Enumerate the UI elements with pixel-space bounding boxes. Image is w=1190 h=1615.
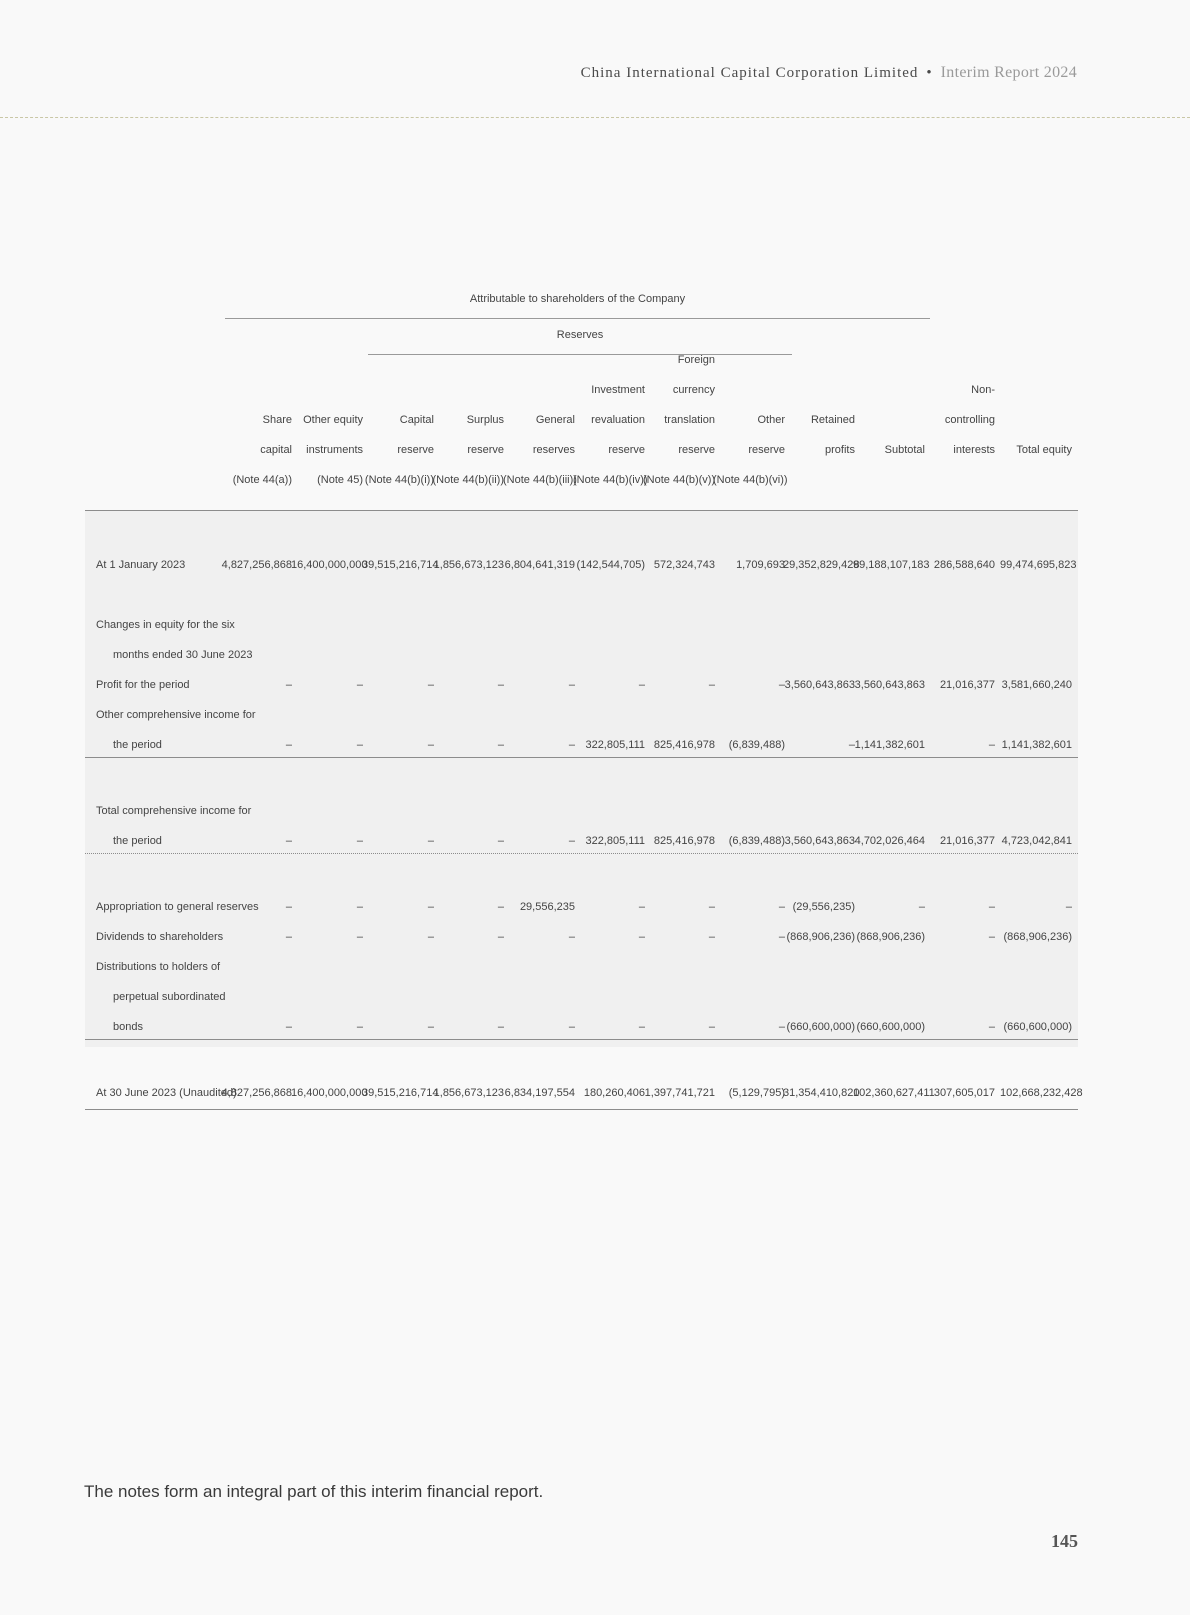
row-opening-balance [85, 550, 1078, 580]
column-header: reserves [532, 444, 575, 456]
row-label: Dividends to shareholders [96, 931, 224, 943]
cell-value: (6,839,488) [728, 739, 785, 751]
cell-value: 102,668,232,428 [1000, 1087, 1083, 1099]
column-header: profits [825, 444, 855, 456]
cell-value: – [427, 901, 434, 913]
cell-value: – [285, 931, 292, 943]
header-separator: • [926, 65, 933, 81]
column-header: interests [953, 444, 995, 456]
cell-value: 825,416,978 [653, 835, 715, 847]
row-oci-line1 [85, 700, 1078, 730]
cell-value: 4,827,256,868 [221, 1087, 292, 1099]
cell-value: – [708, 679, 715, 691]
column-header: (Note 44(b)(ii)) [432, 474, 504, 486]
cell-value: 6,804,641,319 [504, 559, 575, 571]
column-header: Non- [971, 384, 995, 396]
row-label: the period [113, 835, 162, 847]
cell-value: – [568, 931, 575, 943]
cell-value: – [497, 835, 504, 847]
cell-value: 4,723,042,841 [1001, 835, 1072, 847]
cell-value: – [918, 901, 925, 913]
cell-value: 1,141,382,601 [854, 739, 925, 751]
cell-value: – [285, 835, 292, 847]
column-header: Investment [591, 384, 645, 396]
column-header: (Note 44(b)(v)) [643, 474, 716, 486]
cell-value: (660,600,000) [856, 1021, 925, 1033]
cell-value: 322,805,111 [585, 835, 645, 847]
cell-value: – [638, 901, 645, 913]
column-header: reserve [467, 444, 504, 456]
cell-value: – [638, 931, 645, 943]
cell-value: – [638, 1021, 645, 1033]
column-header: capital [260, 444, 292, 456]
cell-value: – [708, 931, 715, 943]
cell-value: – [427, 739, 434, 751]
row-label: perpetual subordinated [113, 991, 226, 1003]
rule-after-total-ci [85, 853, 1078, 854]
rule-before-total-ci [85, 757, 1078, 758]
column-header: Surplus [466, 414, 504, 426]
cell-value: – [497, 679, 504, 691]
cell-value: – [285, 1021, 292, 1033]
column-header: reserve [397, 444, 434, 456]
cell-value: (868,906,236) [856, 931, 925, 943]
cell-value: – [356, 1021, 363, 1033]
cell-value: 29,352,829,428 [783, 559, 860, 571]
column-header: reserve [608, 444, 645, 456]
cell-value: – [285, 679, 292, 691]
row-closing-balance [85, 1078, 1083, 1108]
cell-value: – [1065, 901, 1072, 913]
column-header: controlling [944, 414, 995, 426]
column-header: Other equity [303, 414, 363, 426]
cell-value: – [568, 835, 575, 847]
cell-value: 39,515,216,714 [362, 1087, 439, 1099]
cell-value: 6,834,197,554 [504, 1087, 575, 1099]
column-header: revaluation [591, 414, 645, 426]
running-header [581, 64, 1077, 82]
cell-value: – [568, 739, 575, 751]
cell-value: 1,397,741,721 [644, 1087, 715, 1099]
changes-heading-line1 [85, 610, 1078, 640]
row-label: bonds [113, 1021, 143, 1033]
row-label: Total comprehensive income for [96, 805, 252, 817]
cell-value: 322,805,111 [585, 739, 645, 751]
company-name: China International Capital Corporation Limited [580, 65, 919, 81]
cell-value: – [988, 1021, 995, 1033]
cell-value: – [285, 739, 292, 751]
changes-heading-line2 [85, 640, 1078, 670]
cell-value: – [497, 901, 504, 913]
cell-value: – [708, 1021, 715, 1033]
row-label: Distributions to holders of [96, 961, 221, 973]
cell-value: 1,709,693 [736, 559, 785, 571]
cell-value: 286,588,640 [933, 559, 995, 571]
cell-value: – [356, 835, 363, 847]
reserves-header-rule [368, 354, 792, 355]
cell-value: – [778, 901, 785, 913]
cell-value: 3,560,643,863 [854, 679, 925, 691]
column-header: instruments [306, 444, 363, 456]
cell-value: – [427, 835, 434, 847]
cell-value: (868,906,236) [786, 931, 855, 943]
row-dividends [85, 922, 1078, 952]
cell-value: – [497, 739, 504, 751]
row-tci-line1 [85, 796, 1078, 826]
row-profit-for-period [85, 670, 1078, 700]
column-header: (Note 44(b)(i)) [364, 474, 434, 486]
group-header: Attributable to shareholders of the Company [469, 293, 686, 305]
cell-value: 102,360,627,411 [853, 1087, 935, 1099]
cell-value: 1,856,673,123 [433, 559, 504, 571]
cell-value: – [427, 1021, 434, 1033]
row-label: Appropriation to general reserves [96, 901, 259, 913]
row-distributions-perpetual-bonds [85, 1012, 1078, 1042]
cell-value: – [568, 1021, 575, 1033]
column-header: reserve [748, 444, 785, 456]
cell-value: (29,556,235) [792, 901, 855, 913]
column-header: (Note 45) [317, 474, 363, 486]
cell-value: – [988, 739, 995, 751]
row-label: Profit for the period [96, 679, 190, 691]
cell-value: – [356, 679, 363, 691]
row-label: months ended 30 June 2023 [113, 649, 253, 661]
header-divider [0, 117, 1190, 118]
cell-value: – [778, 1021, 785, 1033]
row-distributions-line1 [85, 952, 1078, 982]
cell-value: – [708, 901, 715, 913]
cell-value: – [356, 739, 363, 751]
column-header: (Note 44(a)) [232, 474, 292, 486]
cell-value: 3,560,643,863 [784, 679, 855, 691]
cell-value: 572,324,743 [653, 559, 715, 571]
column-header: Capital [399, 414, 434, 426]
row-total-comprehensive-income [85, 826, 1078, 856]
cell-value: – [356, 931, 363, 943]
cell-value: 1,141,382,601 [1001, 739, 1072, 751]
cell-value: 4,827,256,868 [221, 559, 292, 571]
column-header: (Note 44(b)(iv)) [573, 474, 648, 486]
cell-value: (142,544,705) [576, 559, 645, 571]
cell-value: 307,605,017 [933, 1087, 995, 1099]
cell-value: – [497, 931, 504, 943]
closing-rule [85, 1109, 1078, 1110]
row-appropriation-general-reserves [85, 892, 1078, 922]
cell-value: 39,515,216,714 [362, 559, 439, 571]
cell-value: 3,581,660,240 [1001, 679, 1072, 691]
column-header: Foreign [677, 354, 715, 366]
cell-value: (5,129,795) [728, 1087, 785, 1099]
cell-value: (660,600,000) [786, 1021, 855, 1033]
cell-value: – [285, 901, 292, 913]
row-label: the period [113, 739, 162, 751]
column-header: translation [664, 414, 715, 426]
cell-value: 16,400,000,000 [291, 559, 368, 571]
column-header: currency [672, 384, 715, 396]
cell-value: 21,016,377 [939, 835, 995, 847]
row-other-comprehensive-income [85, 730, 1078, 760]
cell-value: – [568, 679, 575, 691]
cell-value: 99,474,695,823 [1000, 559, 1077, 571]
cell-value: – [988, 901, 995, 913]
column-header: Other [757, 414, 785, 426]
row-distributions-line2 [85, 982, 1078, 1012]
cell-value: 1,856,673,123 [433, 1087, 504, 1099]
cell-value: (6,839,488) [728, 835, 785, 847]
cell-value: – [427, 931, 434, 943]
group-header-rule [225, 318, 930, 319]
column-header: reserve [678, 444, 715, 456]
cell-value: – [778, 679, 785, 691]
cell-value: 31,354,410,820 [783, 1087, 860, 1099]
column-header: (Note 44(b)(vi)) [713, 474, 788, 486]
report-title: Interim Report 2024 [940, 64, 1077, 81]
cell-value: 99,188,107,183 [853, 559, 930, 571]
rule-before-closing [85, 1039, 1078, 1040]
column-header: General [535, 414, 575, 426]
cell-value: – [497, 1021, 504, 1033]
cell-value: 4,702,026,464 [854, 835, 925, 847]
cell-value: 16,400,000,000 [291, 1087, 368, 1099]
column-header: Share [262, 414, 292, 426]
cell-value: – [988, 931, 995, 943]
page-number: 145 [1051, 1531, 1078, 1551]
cell-value: 3,560,643,863 [784, 835, 855, 847]
column-header: Retained [810, 414, 855, 426]
footnote: The notes form an integral part of this interim financial report. [84, 1482, 544, 1501]
cell-value: (868,906,236) [1003, 931, 1072, 943]
cell-value: (660,600,000) [1003, 1021, 1072, 1033]
column-header: Subtotal [884, 444, 925, 456]
row-label: Other comprehensive income for [96, 709, 256, 721]
cell-value: – [356, 901, 363, 913]
cell-value: – [427, 679, 434, 691]
reserves-header: Reserves [556, 329, 604, 341]
cell-value: 21,016,377 [939, 679, 995, 691]
row-label: Changes in equity for the six [96, 619, 235, 631]
row-label: At 30 June 2023 (Unaudited) [96, 1087, 237, 1099]
cell-value: – [848, 739, 855, 751]
row-label: At 1 January 2023 [96, 559, 186, 571]
cell-value: 825,416,978 [653, 739, 715, 751]
cell-value: – [638, 679, 645, 691]
column-header: Total equity [1016, 444, 1072, 456]
cell-value: – [778, 931, 785, 943]
cell-value: 180,260,406 [583, 1087, 645, 1099]
cell-value: 29,556,235 [519, 901, 575, 913]
column-header: (Note 44(b)(iii)) [503, 474, 577, 486]
